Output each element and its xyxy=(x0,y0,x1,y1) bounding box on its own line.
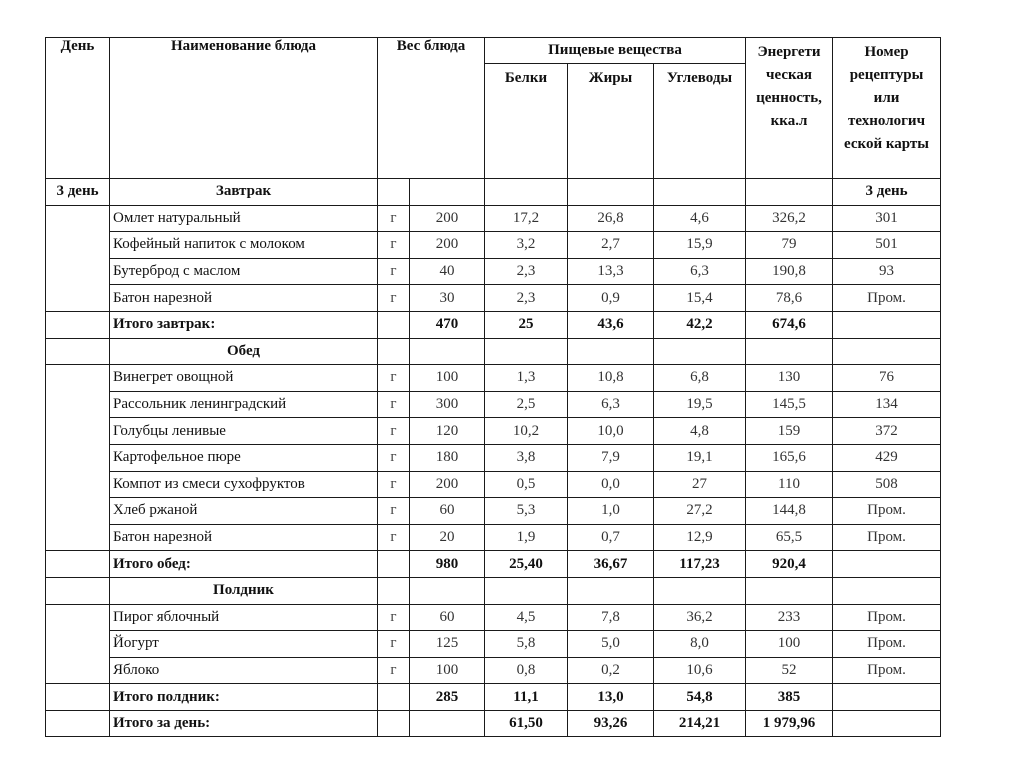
weight: 40 xyxy=(410,258,485,285)
proteins: 17,2 xyxy=(485,205,568,232)
total-row xyxy=(46,311,941,338)
section-title-row xyxy=(46,338,941,365)
menu-table xyxy=(45,37,941,737)
dish-name: Винегрет овощной xyxy=(110,365,378,392)
section-title: Обед xyxy=(110,338,378,365)
weight: 180 xyxy=(410,444,485,471)
proteins: 2,5 xyxy=(485,391,568,418)
section-title: Полдник xyxy=(110,577,378,604)
header-day: День xyxy=(46,38,110,179)
recipe-number: 429 xyxy=(833,444,941,471)
proteins: 0,8 xyxy=(485,657,568,684)
total-label: Итого завтрак: xyxy=(110,311,378,338)
total-label: Итого обед: xyxy=(110,551,378,578)
total-energy: 385 xyxy=(746,684,833,711)
dish-name: Батон нарезной xyxy=(110,285,378,312)
header-recipe: Номер рецептуры или технологич еской карты xyxy=(833,38,941,179)
total-proteins: 25 xyxy=(485,311,568,338)
carbs: 15,4 xyxy=(654,285,746,312)
table-row xyxy=(46,365,941,392)
recipe-number: Пром. xyxy=(833,524,941,551)
day-total-row xyxy=(46,710,941,737)
energy: 145,5 xyxy=(746,391,833,418)
energy: 159 xyxy=(746,418,833,445)
fats: 1,0 xyxy=(568,498,654,525)
energy: 190,8 xyxy=(746,258,833,285)
fats: 13,3 xyxy=(568,258,654,285)
fats: 7,9 xyxy=(568,444,654,471)
proteins: 5,8 xyxy=(485,631,568,658)
proteins: 10,2 xyxy=(485,418,568,445)
unit: г xyxy=(378,391,410,418)
fats: 0,7 xyxy=(568,524,654,551)
energy: 110 xyxy=(746,471,833,498)
fats: 0,2 xyxy=(568,657,654,684)
table-row xyxy=(46,524,941,551)
total-carbs: 117,23 xyxy=(654,551,746,578)
energy: 144,8 xyxy=(746,498,833,525)
table-row xyxy=(46,604,941,631)
proteins: 0,5 xyxy=(485,471,568,498)
unit: г xyxy=(378,498,410,525)
dish-name: Пирог яблочный xyxy=(110,604,378,631)
fats: 0,9 xyxy=(568,285,654,312)
unit: г xyxy=(378,418,410,445)
weight: 120 xyxy=(410,418,485,445)
dish-name: Голубцы ленивые xyxy=(110,418,378,445)
total-proteins: 25,40 xyxy=(485,551,568,578)
carbs: 15,9 xyxy=(654,232,746,259)
total-row xyxy=(46,551,941,578)
proteins: 4,5 xyxy=(485,604,568,631)
section-title: Завтрак xyxy=(110,179,378,206)
carbs: 10,6 xyxy=(654,657,746,684)
weight: 20 xyxy=(410,524,485,551)
day-total-energy: 1 979,96 xyxy=(746,710,833,737)
carbs: 4,6 xyxy=(654,205,746,232)
dish-name: Кофейный напиток с молоком xyxy=(110,232,378,259)
unit: г xyxy=(378,232,410,259)
proteins: 1,3 xyxy=(485,365,568,392)
weight: 200 xyxy=(410,471,485,498)
recipe-number: 372 xyxy=(833,418,941,445)
energy: 78,6 xyxy=(746,285,833,312)
fats: 10,0 xyxy=(568,418,654,445)
table-row xyxy=(46,285,941,312)
dish-name: Яблоко xyxy=(110,657,378,684)
energy: 326,2 xyxy=(746,205,833,232)
unit: г xyxy=(378,365,410,392)
weight: 30 xyxy=(410,285,485,312)
fats: 7,8 xyxy=(568,604,654,631)
unit: г xyxy=(378,444,410,471)
table-row xyxy=(46,205,941,232)
energy: 52 xyxy=(746,657,833,684)
weight: 100 xyxy=(410,365,485,392)
carbs: 12,9 xyxy=(654,524,746,551)
day-total-label: Итого за день: xyxy=(110,710,378,737)
total-label: Итого полдник: xyxy=(110,684,378,711)
header-weight: Вес блюда xyxy=(378,38,485,179)
unit: г xyxy=(378,631,410,658)
recipe-number: Пром. xyxy=(833,631,941,658)
total-weight: 980 xyxy=(410,551,485,578)
recipe-number: 508 xyxy=(833,471,941,498)
energy: 79 xyxy=(746,232,833,259)
total-carbs: 54,8 xyxy=(654,684,746,711)
total-fats: 13,0 xyxy=(568,684,654,711)
total-energy: 674,6 xyxy=(746,311,833,338)
dish-name: Омлет натуральный xyxy=(110,205,378,232)
unit: г xyxy=(378,524,410,551)
unit: г xyxy=(378,657,410,684)
weight: 60 xyxy=(410,604,485,631)
carbs: 36,2 xyxy=(654,604,746,631)
energy: 130 xyxy=(746,365,833,392)
unit: г xyxy=(378,471,410,498)
dish-name: Батон нарезной xyxy=(110,524,378,551)
total-energy: 920,4 xyxy=(746,551,833,578)
unit: г xyxy=(378,285,410,312)
carbs: 6,3 xyxy=(654,258,746,285)
weight: 200 xyxy=(410,205,485,232)
unit: г xyxy=(378,205,410,232)
table-row xyxy=(46,657,941,684)
total-proteins: 11,1 xyxy=(485,684,568,711)
total-fats: 43,6 xyxy=(568,311,654,338)
dish-name: Бутерброд с маслом xyxy=(110,258,378,285)
dish-name: Хлеб ржаной xyxy=(110,498,378,525)
unit: г xyxy=(378,258,410,285)
table-row xyxy=(46,232,941,259)
carbs: 8,0 xyxy=(654,631,746,658)
dish-name: Картофельное пюре xyxy=(110,444,378,471)
header-proteins: Белки xyxy=(485,64,568,179)
header-nutrients: Пищевые вещества xyxy=(485,38,746,64)
fats: 2,7 xyxy=(568,232,654,259)
header-dish-name: Наименование блюда xyxy=(110,38,378,179)
total-row xyxy=(46,684,941,711)
recipe-number: 301 xyxy=(833,205,941,232)
weight: 200 xyxy=(410,232,485,259)
total-weight: 470 xyxy=(410,311,485,338)
carbs: 19,1 xyxy=(654,444,746,471)
weight: 125 xyxy=(410,631,485,658)
energy: 165,6 xyxy=(746,444,833,471)
day-label-right: 3 день xyxy=(833,179,941,206)
table-row xyxy=(46,471,941,498)
day-total-fats: 93,26 xyxy=(568,710,654,737)
proteins: 3,8 xyxy=(485,444,568,471)
dish-name: Компот из смеси сухофруктов xyxy=(110,471,378,498)
carbs: 19,5 xyxy=(654,391,746,418)
proteins: 1,9 xyxy=(485,524,568,551)
table-row xyxy=(46,258,941,285)
table-row xyxy=(46,418,941,445)
total-weight: 285 xyxy=(410,684,485,711)
energy: 100 xyxy=(746,631,833,658)
recipe-number: 76 xyxy=(833,365,941,392)
total-carbs: 42,2 xyxy=(654,311,746,338)
table-row xyxy=(46,498,941,525)
dish-name: Рассольник ленинградский xyxy=(110,391,378,418)
weight: 300 xyxy=(410,391,485,418)
energy: 65,5 xyxy=(746,524,833,551)
carbs: 27 xyxy=(654,471,746,498)
proteins: 2,3 xyxy=(485,258,568,285)
weight: 60 xyxy=(410,498,485,525)
table-row xyxy=(46,631,941,658)
recipe-number: Пром. xyxy=(833,657,941,684)
energy: 233 xyxy=(746,604,833,631)
fats: 6,3 xyxy=(568,391,654,418)
carbs: 6,8 xyxy=(654,365,746,392)
section-title-row xyxy=(46,577,941,604)
recipe-number: Пром. xyxy=(833,604,941,631)
fats: 10,8 xyxy=(568,365,654,392)
recipe-number: 134 xyxy=(833,391,941,418)
carbs: 4,8 xyxy=(654,418,746,445)
recipe-number: Пром. xyxy=(833,285,941,312)
proteins: 5,3 xyxy=(485,498,568,525)
header-energy: Энергети ческая ценность, кка.л xyxy=(746,38,833,179)
total-fats: 36,67 xyxy=(568,551,654,578)
day-label: 3 день xyxy=(46,179,110,206)
recipe-number: 501 xyxy=(833,232,941,259)
fats: 0,0 xyxy=(568,471,654,498)
recipe-number: 93 xyxy=(833,258,941,285)
recipe-number: Пром. xyxy=(833,498,941,525)
proteins: 3,2 xyxy=(485,232,568,259)
table-row xyxy=(46,391,941,418)
section-title-row xyxy=(46,179,941,206)
header-carbs: Углеводы xyxy=(654,64,746,179)
day-total-carbs: 214,21 xyxy=(654,710,746,737)
table-row xyxy=(46,444,941,471)
fats: 5,0 xyxy=(568,631,654,658)
proteins: 2,3 xyxy=(485,285,568,312)
weight: 100 xyxy=(410,657,485,684)
carbs: 27,2 xyxy=(654,498,746,525)
unit: г xyxy=(378,604,410,631)
dish-name: Йогурт xyxy=(110,631,378,658)
day-total-proteins: 61,50 xyxy=(485,710,568,737)
header-fats: Жиры xyxy=(568,64,654,179)
fats: 26,8 xyxy=(568,205,654,232)
